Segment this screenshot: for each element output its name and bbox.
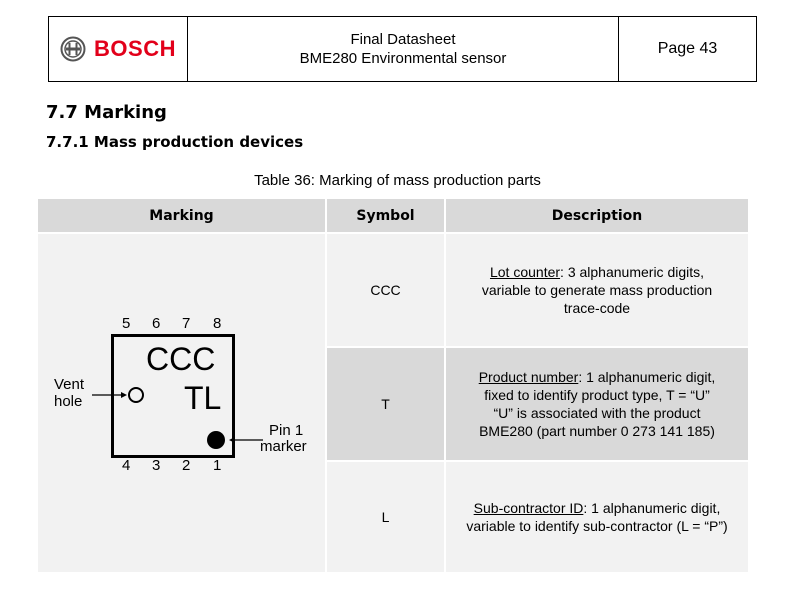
table-caption: Table 36: Marking of mass production parts bbox=[254, 172, 541, 189]
table-row-2-symbol: T bbox=[327, 348, 444, 460]
column-header-marking: Marking bbox=[38, 199, 325, 232]
table-row-1-description bbox=[446, 234, 748, 346]
description-text: : 3 alphanumeric digits, bbox=[560, 264, 705, 280]
document-title bbox=[188, 17, 619, 81]
marking-line-1: CCC bbox=[146, 341, 216, 377]
page-number: Page 43 bbox=[657, 40, 718, 57]
title-line-2: BME280 Environmental sensor bbox=[299, 50, 507, 67]
vent-arrowhead bbox=[121, 392, 127, 398]
pin-1-arrowhead bbox=[229, 437, 235, 443]
table-row-3-description bbox=[446, 462, 748, 572]
pin-label-7: 7 bbox=[182, 315, 191, 332]
pin-1-label-line-2: marker bbox=[260, 438, 307, 455]
marking-diagram bbox=[38, 234, 325, 572]
marking-line-2: TL bbox=[184, 380, 222, 416]
vent-label-line-2: hole bbox=[54, 393, 83, 410]
section-heading: 7.7 Marking bbox=[46, 102, 167, 123]
description-line bbox=[479, 368, 716, 386]
description-line bbox=[490, 263, 704, 281]
description-line bbox=[474, 499, 721, 517]
pin-label-2: 2 bbox=[182, 457, 191, 474]
description-line: BME280 (part number 0 273 141 185) bbox=[479, 423, 715, 439]
brand-name: BOSCH bbox=[94, 36, 176, 61]
pin-label-3: 3 bbox=[152, 457, 161, 474]
description-line: “U” is associated with the product bbox=[493, 405, 701, 421]
table-row-2-description bbox=[446, 348, 748, 460]
description-term: Lot counter bbox=[489, 264, 561, 280]
pin-label-5: 5 bbox=[122, 315, 131, 332]
column-header-description: Description bbox=[446, 199, 748, 232]
pin-label-4: 4 bbox=[122, 457, 131, 474]
page-header bbox=[48, 16, 757, 82]
description-text: : 1 alphanumeric digit, bbox=[583, 500, 721, 516]
pin-1-label-line-1: Pin 1 bbox=[269, 422, 304, 439]
bosch-armature-icon bbox=[60, 36, 86, 62]
pin-label-1: 1 bbox=[213, 457, 222, 474]
description-term: Product number bbox=[478, 369, 579, 385]
vent-label-line-1: Vent bbox=[54, 376, 85, 393]
description-line: variable to identify sub-contractor (L = “P”) bbox=[466, 518, 728, 534]
description-term: Sub-contractor ID bbox=[473, 500, 584, 516]
title-line-1: Final Datasheet bbox=[350, 31, 456, 48]
table-row-3-symbol: L bbox=[327, 462, 444, 572]
column-header-symbol: Symbol bbox=[327, 199, 444, 232]
description-text: : 1 alphanumeric digit, bbox=[578, 369, 716, 385]
table-row-1-symbol: CCC bbox=[327, 234, 444, 346]
pin-1-marker-icon bbox=[207, 431, 225, 449]
description-line: fixed to identify product type, T = “U” bbox=[484, 387, 710, 403]
description-line: variable to generate mass production bbox=[481, 282, 713, 298]
pin-label-6: 6 bbox=[152, 315, 161, 332]
description-line: trace-code bbox=[563, 300, 631, 316]
vent-hole-icon bbox=[129, 388, 143, 402]
brand-logo bbox=[49, 17, 188, 81]
pin-label-8: 8 bbox=[213, 315, 222, 332]
subsection-heading: 7.7.1 Mass production devices bbox=[46, 133, 304, 151]
